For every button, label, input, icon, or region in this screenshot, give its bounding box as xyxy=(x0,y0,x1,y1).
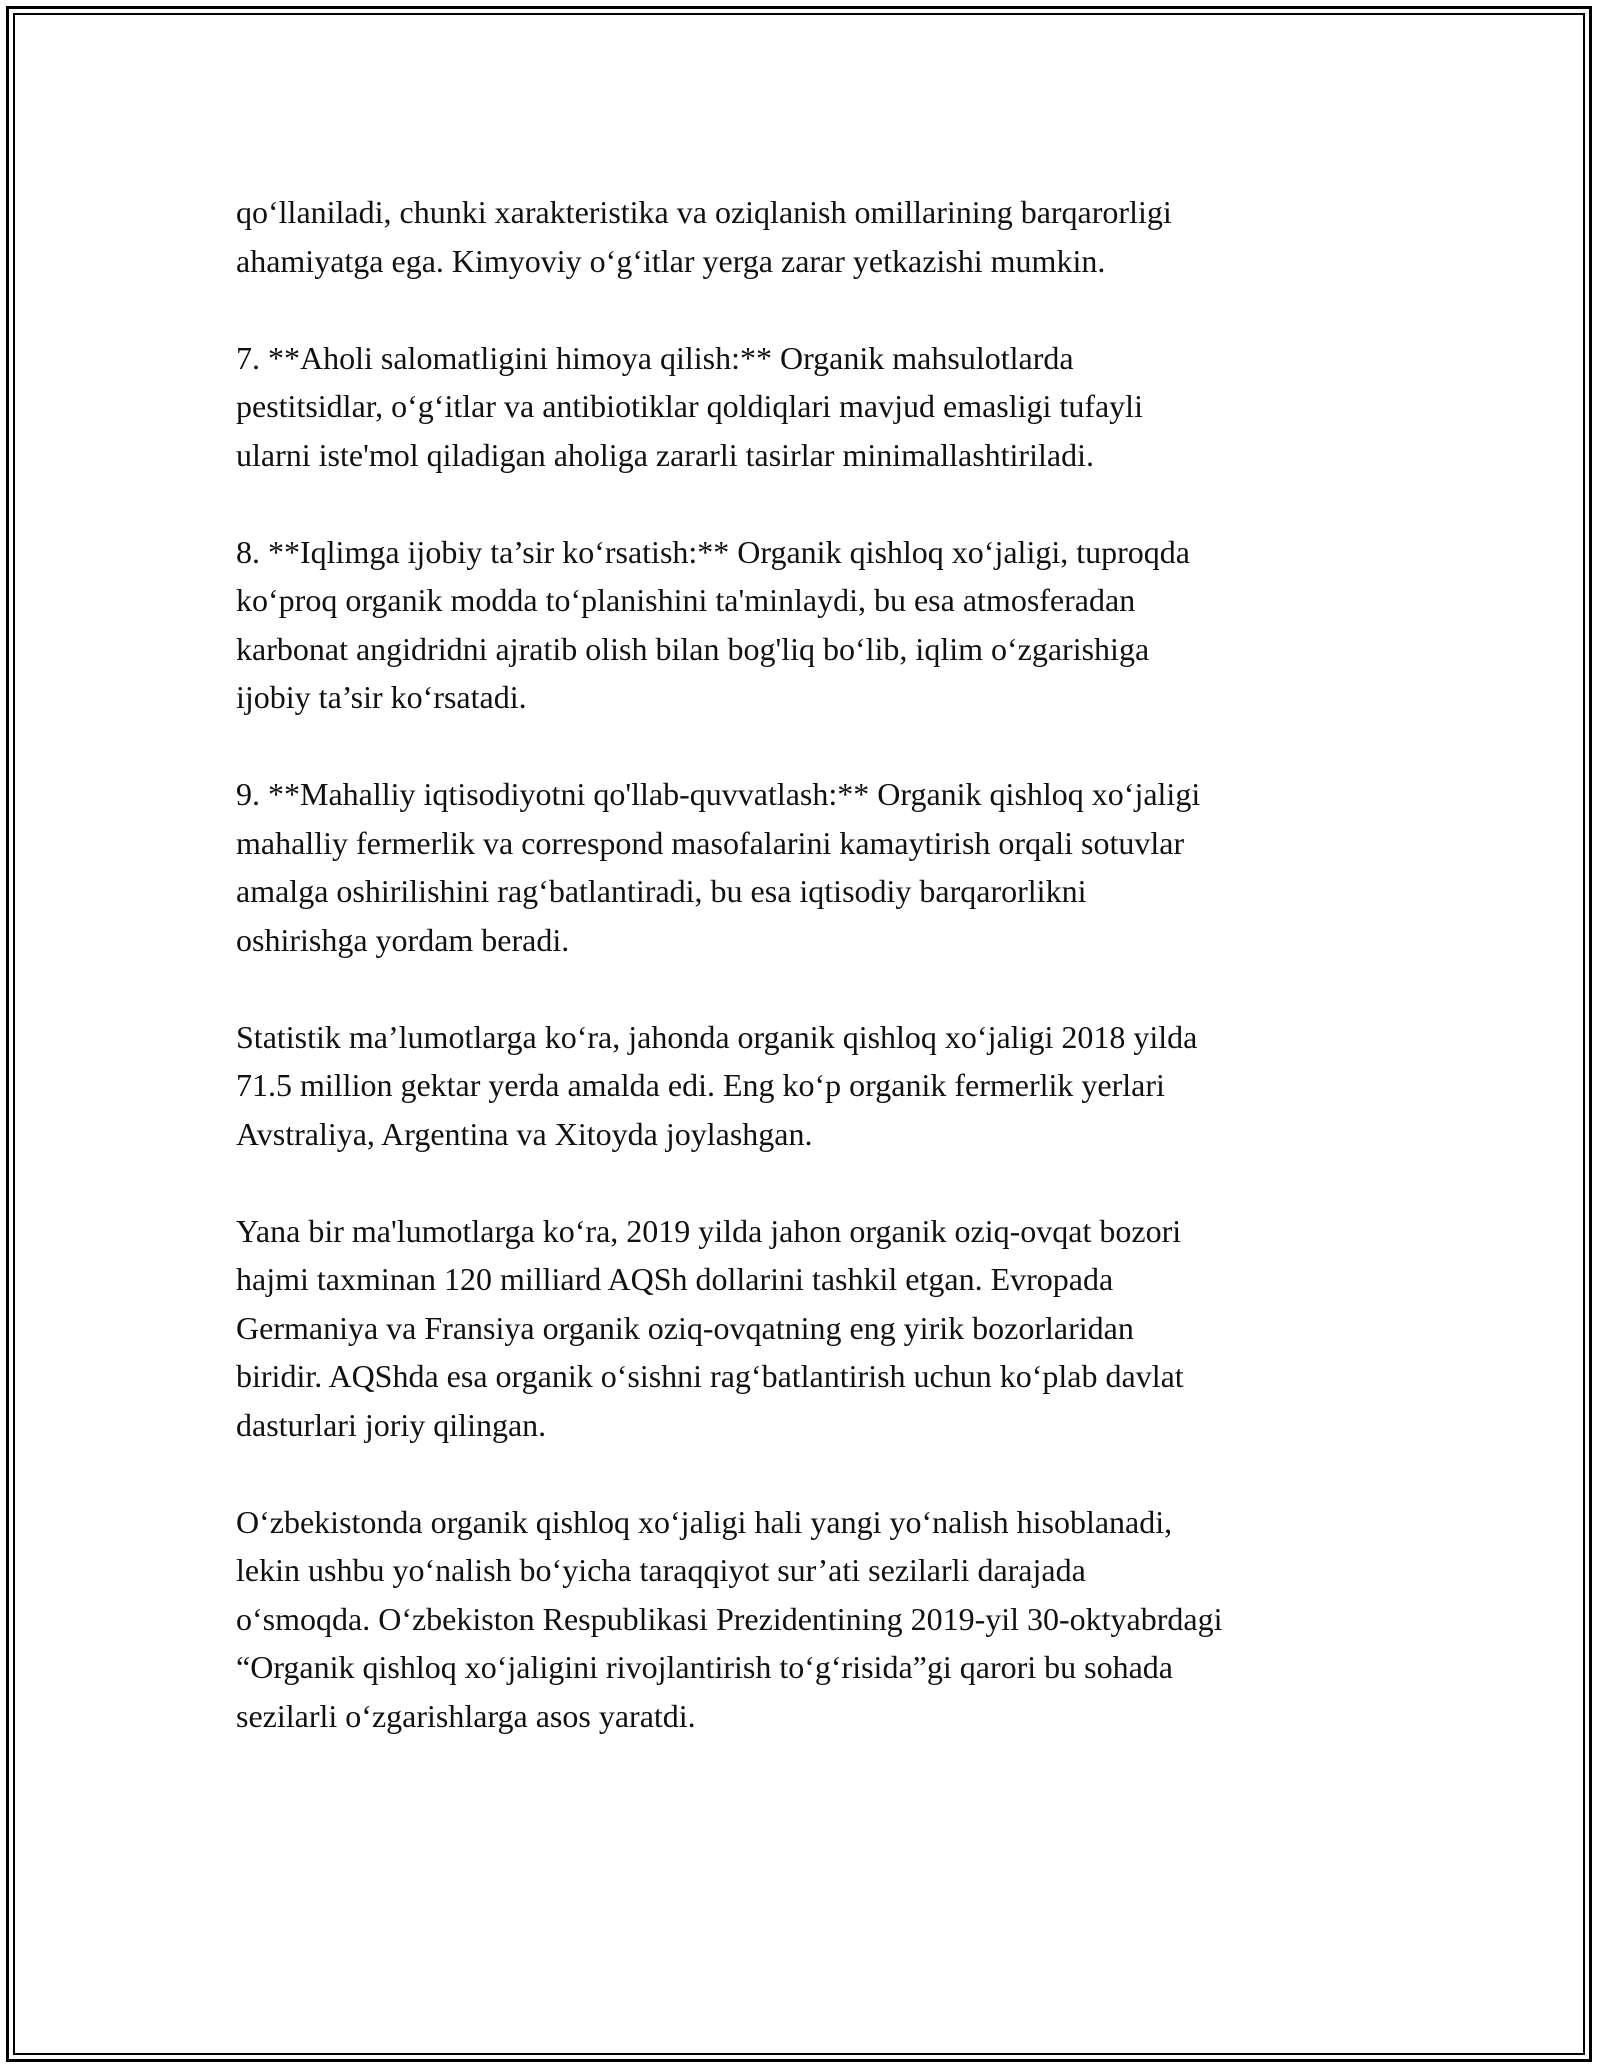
text-line: ko‘proq organik modda to‘planishini ta'minlaydi, bu esa atmosferadan xyxy=(236,582,1136,618)
document-body xyxy=(236,188,1386,1789)
text-line: o‘smoqda. O‘zbekiston Respublikasi Prezidentining 2019-yil 30-oktyabrdagi xyxy=(236,1600,1223,1637)
text-line: pestitsidlar, o‘g‘itlar va antibiotiklar qoldiqlari mavjud emasligi tufayli xyxy=(236,388,1143,424)
paragraph-intro-continued xyxy=(236,188,1386,285)
text-line: sezilarli o‘zgarishlarga asos yaratdi. xyxy=(236,1697,696,1734)
paragraph-statistics-market xyxy=(236,1207,1386,1450)
text-line: karbonat angidridni ajratib olish bilan bog'liq bo‘lib, iqlim o‘zgarishiga xyxy=(236,630,1150,667)
text-line: “Organik qishloq xo‘jaligini rivojlantirish to‘g‘risida”gi qarori bu sohada xyxy=(236,1649,1173,1685)
text-line: oshirishga yordam beradi. xyxy=(236,921,570,958)
text-line: Yana bir ma'lumotlarga ko‘ra, 2019 yilda jahon organik oziq-ovqat bozori xyxy=(236,1212,1182,1249)
text-line: Avstraliya, Argentina va Xitoyda joylashgan. xyxy=(236,1115,813,1152)
text-line: Statistik ma’lumotlarga ko‘ra, jahonda organik qishloq xo‘jaligi 2018 yilda xyxy=(236,1018,1198,1055)
paragraph-item-8 xyxy=(236,528,1386,722)
paragraph-item-9 xyxy=(236,770,1386,964)
text-line: mahalliy fermerlik va correspond masofalarini kamaytirish orqali sotuvlar xyxy=(236,824,1185,861)
text-line: biridir. AQShda esa organik o‘sishni rag‘batlantirish uchun ko‘plab davlat xyxy=(236,1358,1184,1394)
text-line: 7. **Aholi salomatligini himoya qilish:** Organik mahsulotlarda xyxy=(236,339,1074,376)
text-line: amalga oshirilishini rag‘batlantiradi, bu esa iqtisodiy barqarorlikni xyxy=(236,873,1087,909)
paragraph-statistics-world xyxy=(236,1013,1386,1159)
text-line: ularni iste'mol qiladigan aholiga zararli tasirlar minimallashtiriladi. xyxy=(236,436,1094,473)
text-line: qo‘llaniladi, chunki xarakteristika va oziqlanish omillarining barqarorligi xyxy=(236,194,1172,230)
text-line: O‘zbekistonda organik qishloq xo‘jaligi hali yangi yo‘nalish hisoblanadi, xyxy=(236,1503,1173,1540)
text-line: Germaniya va Fransiya organik oziq-ovqatning eng yirik bozorlaridan xyxy=(236,1309,1134,1346)
paragraph-item-7 xyxy=(236,334,1386,480)
text-line: ahamiyatga ega. Kimyoviy o‘g‘itlar yerga zarar yetkazishi mumkin. xyxy=(236,242,1106,279)
text-line: 9. **Mahalliy iqtisodiyotni qo'llab-quvvatlash:** Organik qishloq xo‘jaligi xyxy=(236,776,1201,812)
text-line: 71.5 million gektar yerda amalda edi. Eng ko‘p organik fermerlik yerlari xyxy=(236,1067,1165,1103)
paragraph-uzbekistan xyxy=(236,1498,1386,1741)
text-line: hajmi taxminan 120 milliard AQSh dollarini tashkil etgan. Evropada xyxy=(236,1261,1114,1297)
text-line: dasturlari joriy qilingan. xyxy=(236,1406,547,1443)
text-line: ijobiy ta’sir ko‘rsatadi. xyxy=(236,679,527,715)
text-line: 8. **Iqlimga ijobiy ta’sir ko‘rsatish:** Organik qishloq xo‘jaligi, tuproqda xyxy=(236,533,1190,570)
text-line: lekin ushbu yo‘nalish bo‘yicha taraqqiyot sur’ati sezilarli darajada xyxy=(236,1552,1086,1588)
